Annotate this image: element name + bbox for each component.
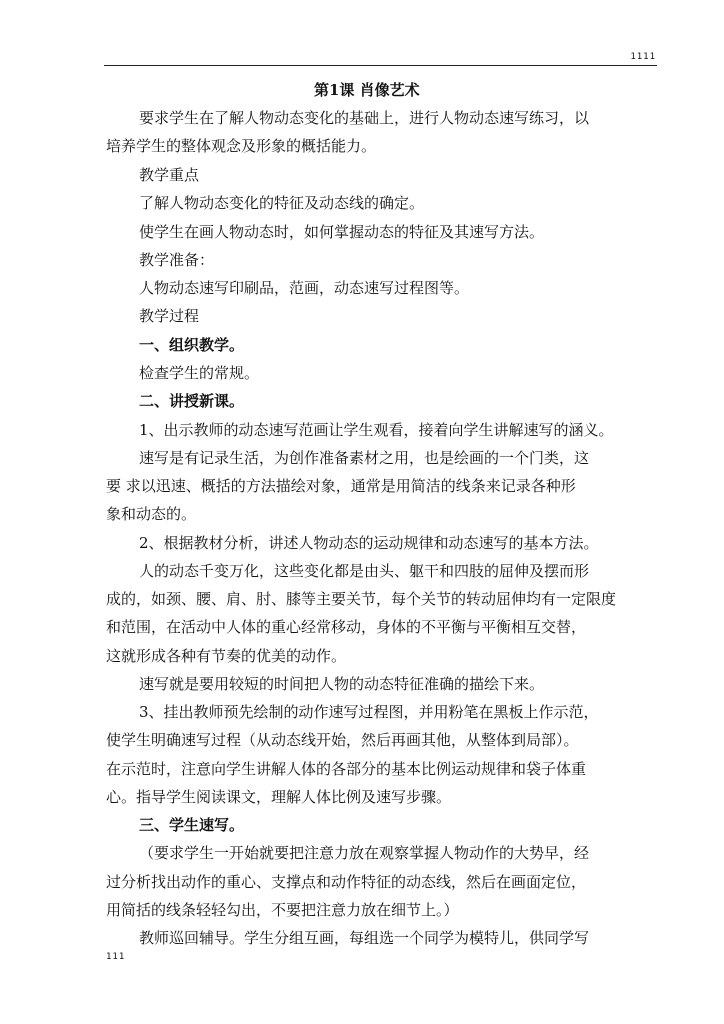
paragraph-line: 使学生在画人物动态时，如何掌握动态的特征及其速写方法。 — [139, 223, 545, 241]
paragraph-line: 要求学生在了解人物动态变化的基础上，进行人物动态速写练习，以 — [139, 109, 590, 127]
paragraph-line: 教师巡回辅导。学生分组互画，每组选一个同学为模特儿，供同学写 — [139, 929, 590, 947]
paragraph-line: 培养学生的整体观念及形象的概括能力。 — [106, 137, 377, 155]
paragraph-line: 1、出示教师的动态速写范画让学生观看，接着向学生讲解速写的涵义。 — [139, 421, 614, 439]
paragraph-line: 速写就是要用较短的时间把人物的动态特征准确的描绘下来。 — [139, 675, 545, 693]
paragraph-line: 过分析找出动作的重心、支撑点和动作特征的动态线，然后在画面定位， — [106, 873, 587, 891]
section-heading: 教学重点 — [139, 166, 200, 184]
paragraph-line: 心。指导学生阅读课文，理解人体比例及速写步骤。 — [106, 788, 452, 806]
paragraph-line: 人物动态速写印刷品，范画，动态速写过程图等。 — [139, 279, 470, 297]
paragraph-line: 速写是有记录生活，为创作准备素材之用，也是绘画的一个门类，这 — [139, 449, 590, 467]
paragraph-line: 使学生明确速写过程（从动态线开始，然后再画其他，从整体到局部）。 — [106, 731, 579, 749]
bold-heading: 二、讲授新课。 — [139, 392, 245, 410]
paragraph-line: 和范围，在活动中人体的重心经常移动，身体的不平衡与平衡相互交替， — [106, 618, 587, 636]
footer-page-number: 111 — [106, 952, 126, 962]
bold-heading: 一、组织教学。 — [139, 336, 245, 354]
header-rule — [104, 65, 657, 66]
paragraph-line: 3、挂出教师预先绘制的动作速写过程图，并用粉笔在黑板上作示范， — [139, 703, 599, 721]
paragraph-line: 要 求以迅速、概括的方法描绘对象，通常是用简洁的线条来记录各种形 — [106, 477, 576, 495]
section-heading: 教学过程 — [139, 307, 200, 325]
paragraph-line: 在示范时，注意向学生讲解人体的各部分的基本比例运动规律和袋子体重 — [106, 760, 587, 778]
paragraph-line: 了解人物动态变化的特征及动态线的确定。 — [139, 194, 425, 212]
paragraph-line: 象和动态的。 — [106, 505, 197, 523]
paragraph-line: 2、根据教材分析，讲述人物动态的运动规律和动态速写的基本方法。 — [139, 534, 599, 552]
page-title: 第1课 肖像艺术 — [314, 81, 420, 99]
paragraph-line: 成的，如颈、腰、肩、肘、膝等主要关节，每个关节的转动屈伸均有一定限度 — [106, 590, 617, 608]
bold-heading: 三、学生速写。 — [139, 816, 245, 834]
paragraph-line: 这就形成各种有节奏的优美的动作。 — [106, 647, 347, 665]
section-heading: 教学准备： — [139, 251, 215, 269]
paragraph-line: （要求学生一开始就要把注意力放在观察掌握人物动作的大势早，经 — [139, 844, 590, 862]
paragraph-line: 检查学生的常规。 — [139, 364, 260, 382]
paragraph-line: 用简括的线条轻轻勾出，不要把注意力放在细节上。） — [106, 901, 459, 919]
header-page-number: 1111 — [630, 52, 656, 62]
paragraph-line: 人的动态千变万化，这些变化都是由头、躯干和四肢的屈伸及摆而形 — [139, 562, 590, 580]
